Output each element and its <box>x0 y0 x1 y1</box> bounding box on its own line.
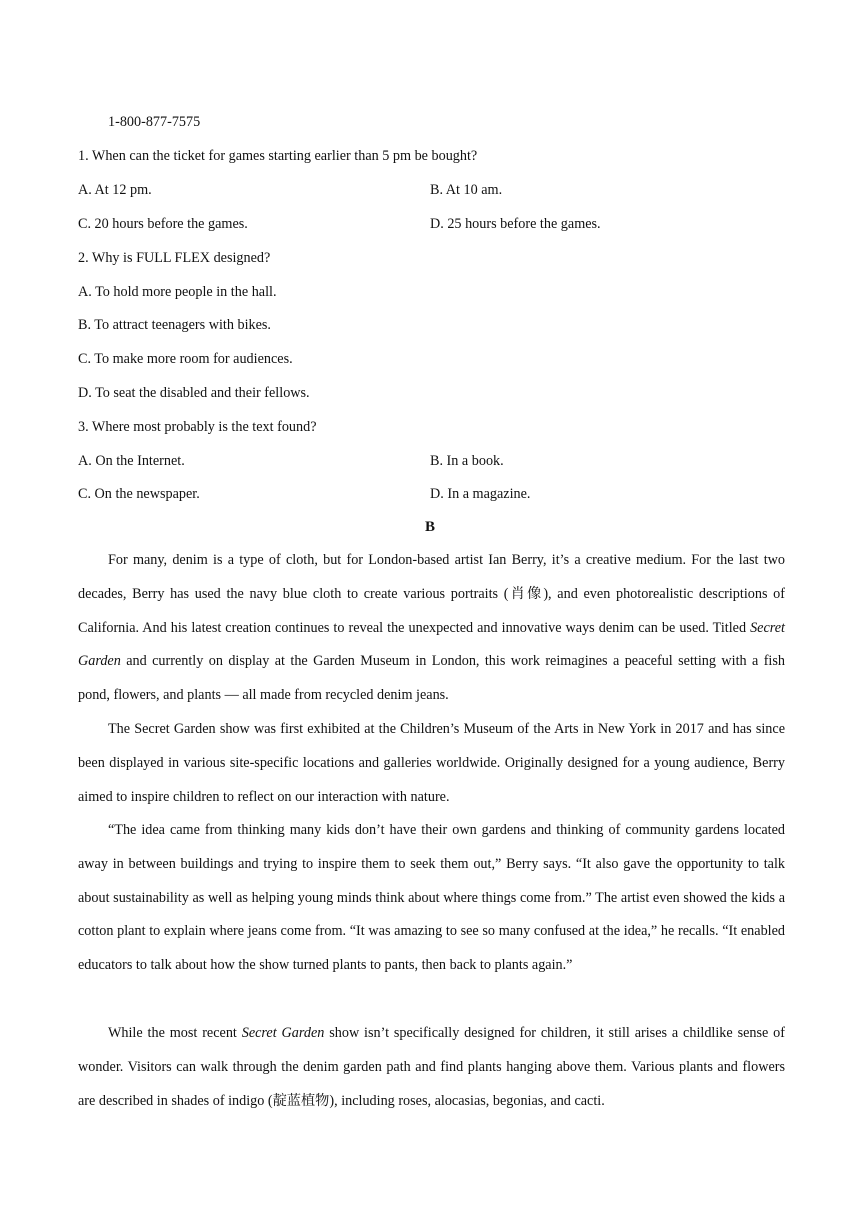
paragraph-3: “The idea came from thinking many kids don’t have their own gardens and thinking of community gardens located away in between buildings and trying to inspire them to seek them out,” Berry says. “It also gave the opportunity to talk about sustainability as well as helping young minds think about where things come from.” The artist even showed the kids a cotton plant to explain where jeans come from. “It was amazing to see so many confused at the idea,” he recalls. “It enabled educators to talk about how the show turned plants to pants, then back to plants again.” <box>78 822 785 974</box>
question-3-stem: 3. Where most probably is the text found? <box>78 419 317 435</box>
question-2-option-b: B. To attract teenagers with bikes. <box>78 317 271 333</box>
question-1-option-b: B. At 10 am. <box>430 182 503 198</box>
question-3-option-a: A. On the Internet. <box>78 453 185 469</box>
question-2-option-c: C. To make more room for audiences. <box>78 351 293 367</box>
section-title: B <box>424 519 435 535</box>
paragraph-4-text-b: show isn’t specifically designed for children, it still arises a childlike sense of wonder. Visitors can walk through the denim garden path and find plants hanging above them. Various plants and flowers are described in shades of indigo (靛蓝植物), including roses, alocasias, begonias, and cacti. <box>78 1025 785 1109</box>
paragraph-2: The Secret Garden show was first exhibited at the Children’s Museum of the Arts in New York in 2017 and has since been displayed in various site-specific locations and galleries worldwide. Originally designed for a young audience, Berry aimed to inspire children to reflect on our interaction with nature. <box>78 721 785 805</box>
question-2-option-a: A. To hold more people in the hall. <box>78 284 277 300</box>
paragraph-1-text-a: For many, denim is a type of cloth, but for London-based artist Ian Berry, it’s a creative medium. For the last two decades, Berry has used the navy blue cloth to create various portraits (肖像), and even photorealistic descriptions of California. And his latest creation continues to reveal the unexpected and innovative ways denim can be used. Titled <box>78 552 785 636</box>
paragraph-4-text-a: While the most recent <box>108 1025 242 1041</box>
question-1-option-c: C. 20 hours before the games. <box>78 216 248 232</box>
question-2-stem: 2. Why is FULL FLEX designed? <box>78 250 271 266</box>
paragraph-4 <box>78 1017 785 1118</box>
paragraph-1 <box>78 544 785 713</box>
question-1-option-a: A. At 12 pm. <box>78 182 152 198</box>
phone-number: 1-800-877-7575 <box>108 114 201 130</box>
question-1-option-d: D. 25 hours before the games. <box>430 216 601 232</box>
question-3-option-b: B. In a book. <box>430 453 504 469</box>
question-2-option-d: D. To seat the disabled and their fellows. <box>78 385 310 401</box>
paragraph-4-title-italic: Secret Garden <box>241 1025 325 1041</box>
paragraph-1-text-b: and currently on display at the Garden Museum in London, this work reimagines a peaceful setting with a fish pond, flowers, and plants — all made from recycled denim jeans. <box>78 653 785 704</box>
question-3-option-d: D. In a magazine. <box>430 486 531 502</box>
paragraph-1-title-italic: Secret Garden <box>78 619 785 670</box>
question-3-option-c: C. On the newspaper. <box>78 486 200 502</box>
question-1-stem: 1. When can the ticket for games starting earlier than 5 pm be bought? <box>78 148 478 164</box>
